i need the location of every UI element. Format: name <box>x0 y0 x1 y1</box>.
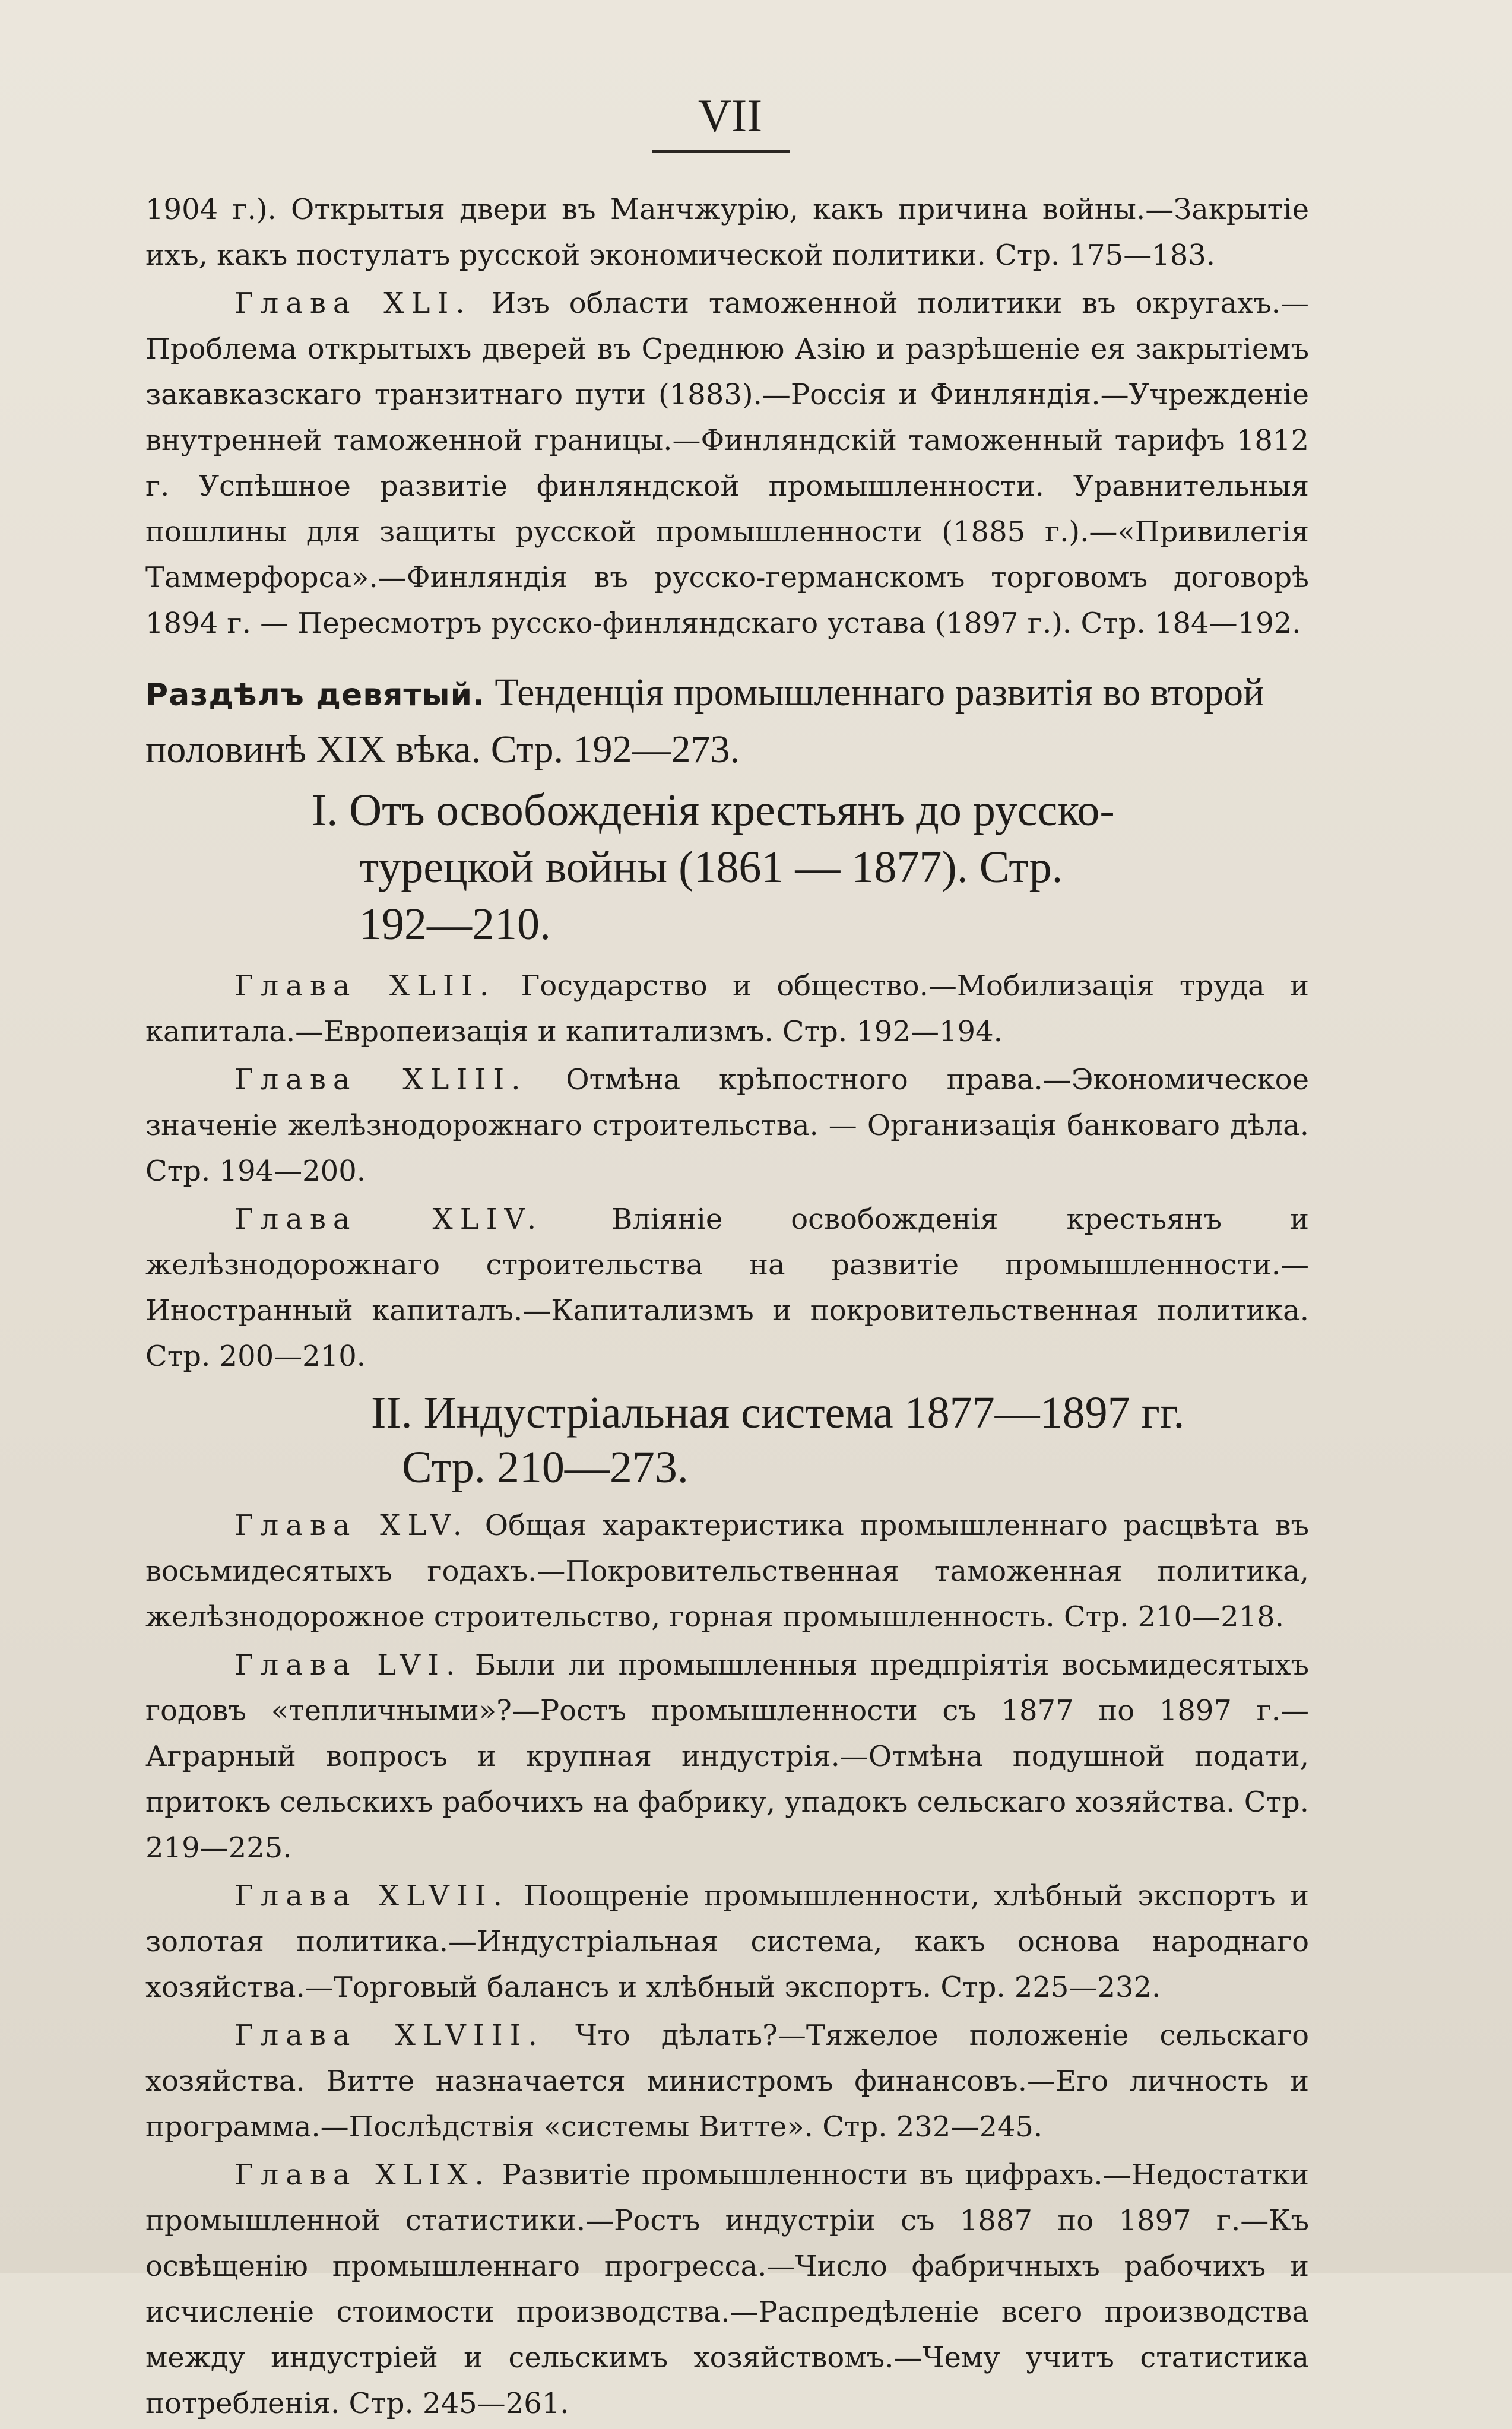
chapter-48-entry <box>145 2013 1309 2150</box>
chapter-47-text: Поощреніе промышленности, хлѣбный экспортъ и золотая политика.—Индустріальная система, какъ основа народнаго хозяйства.—Торговый балансъ и хлѣбный экспортъ. Стр. 225—232. <box>145 1879 1310 2004</box>
subsection-1-line2: турецкой войны (1861 — 1877). Стр. <box>359 842 1063 892</box>
chapter-45-text: Общая характеристика промышленнаго расцвѣта въ восьмидесятыхъ годахъ.—Покровительственная таможенная политика, желѣзнодорожное строительство, горная промышленность. Стр. 210—218. <box>145 1509 1310 1634</box>
chapter-49-label: Глава XLIX. <box>234 2158 491 2192</box>
subsection-1-heading <box>312 782 1309 953</box>
table-of-contents <box>145 187 1309 2429</box>
subsection-2-heading <box>371 1385 1309 1495</box>
subsection-2-line1: II. Индустріальная система 1877—1897 гг. <box>371 1388 1185 1438</box>
chapter-41-entry <box>145 281 1309 646</box>
chapter-44-text: Вліяніе освобожденія крестьянъ и желѣзнодорожнаго строительства на развитіе промышленности.—Иностранный капиталъ.—Капитализмъ и покровительственная политика. Стр. 200—210. <box>145 1203 1309 1373</box>
chapter-41-text: Изъ области таможенной политики въ округахъ.—Проблема открытыхъ дверей въ Среднюю Азію и разрѣшеніе ея закрытіемъ закавказскаго транзитнаго пути (1883).—Россія и Финляндія.—Учрежденіе внутренней таможенной границы.—Финляндскій таможенный тарифъ 1812 г. Успѣшное развитіе финляндской промышленности. Уравнительныя пошлины для защиты русской промышленности (1885 г.).—«Привилегія Таммерфорса».—Финляндія въ русско-германскомъ торговомъ договорѣ 1894 г. — Пересмотръ русско-финляндскаго устава (1897 г.). Стр. 184—192. <box>145 287 1309 640</box>
chapter-44-label: Глава XLIV. <box>234 1203 544 1236</box>
chapter-45-entry <box>145 1503 1309 1640</box>
chapter-42-label: Глава XLII. <box>234 969 496 1003</box>
chapter-49-entry <box>145 2152 1309 2427</box>
chapter-46-label: Глава LVI. <box>234 1648 462 1682</box>
subsection-1-line3: 192—210. <box>359 899 551 949</box>
chapter-47-entry <box>145 1873 1309 2011</box>
section-9-title: Тенденція промышленнаго развитія во второй половинѣ XIX вѣка. Стр. 192—273. <box>145 671 1264 771</box>
intro-paragraph: 1904 г.). Открытыя двери въ Манчжурію, какъ причина войны.—Закрытіе ихъ, какъ постулатъ русской экономической политики. Стр. 175—183. <box>145 193 1309 272</box>
page-number: VII <box>698 90 763 141</box>
chapter-43-text: Отмѣна крѣпостного права.—Экономическое значеніе желѣзнодорожнаго строительства. — Организація банковаго дѣла. Стр. 194—200. <box>145 1063 1309 1188</box>
chapter-46-text: Были ли промышленныя предпріятія восьмидесятыхъ годовъ «тепличными»?—Ростъ промышленности съ 1877 по 1897 г.—Аграрный вопросъ и крупная индустрія.—Отмѣна подушной подати, притокъ сельскихъ рабочихъ на фабрику, упадокъ сельскаго хозяйства. Стр. 219—225. <box>145 1648 1309 1864</box>
chapter-42-text: Государство и общество.—Мобилизація труда и капитала.—Европеизація и капитализмъ. Стр. 192—194. <box>145 969 1310 1048</box>
chapter-48-text: Что дѣлать?—Тяжелое положеніе сельскаго хозяйства. Витте назначается министромъ финансовъ.—Его личность и программа.—Послѣдствія «системы Витте». Стр. 232—245. <box>145 2019 1309 2143</box>
chapter-46-entry <box>145 1642 1309 1871</box>
section-9-label: Раздѣлъ девятый. <box>145 677 485 713</box>
chapter-43-label: Глава XLIII. <box>234 1063 528 1096</box>
chapter-49-text: Развитіе промышленности въ цифрахъ.—Недостатки промышленной статистики.—Ростъ индустріи съ 1887 по 1897 г.—Къ освѣщенію промышленнаго прогресса.—Число фабричныхъ рабочихъ и исчисленіе стоимости производства.—Распредѣленіе всего производства между индустріей и сельскимъ хозяйствомъ.—Чему учитъ статистика потребленія. Стр. 245—261. <box>145 2158 1310 2420</box>
chapter-48-label: Глава XLVIII. <box>234 2019 544 2052</box>
chapter-43-entry <box>145 1057 1309 1194</box>
chapter-47-label: Глава XLVII. <box>234 1879 510 1913</box>
chapter-45-label: Глава XLV. <box>234 1509 470 1542</box>
subsection-2-line2: Стр. 210—273. <box>402 1442 689 1492</box>
chapter-41-label: Глава XLI. <box>234 287 472 320</box>
subsection-1-line1: I. Отъ освобожденія крестьянъ до русско- <box>312 785 1115 835</box>
chapter-42-entry <box>145 963 1309 1055</box>
chapter-44-entry <box>145 1197 1309 1380</box>
header-rule <box>652 150 790 153</box>
section-9-heading <box>145 665 1309 777</box>
